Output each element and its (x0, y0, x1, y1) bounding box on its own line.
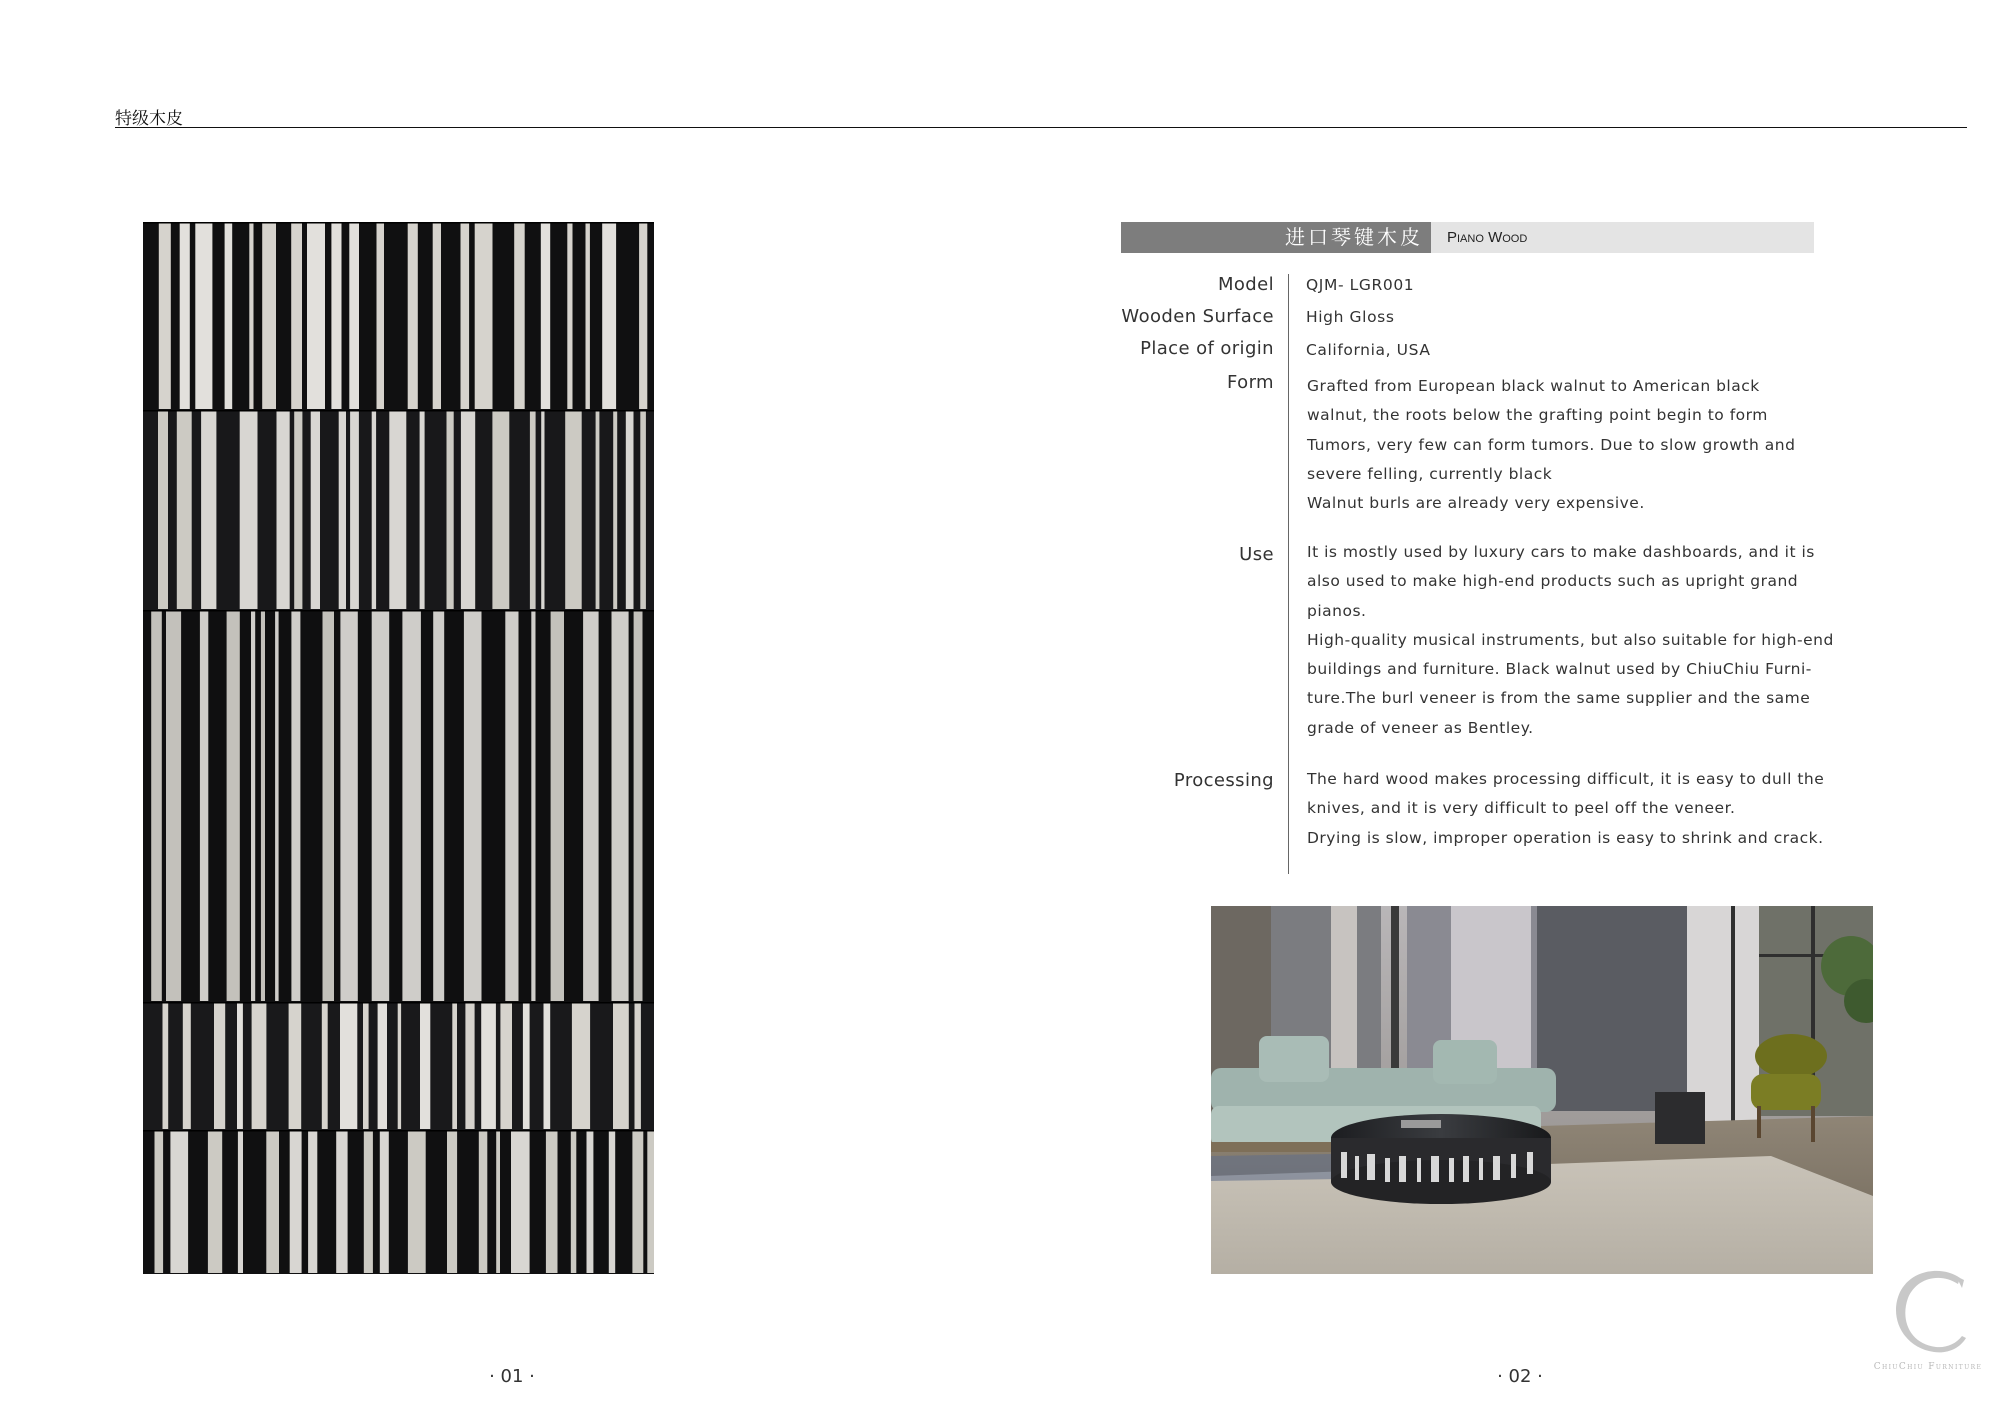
mullion (1731, 906, 1735, 1121)
product-title-cn: 进口琴键木皮 (1121, 222, 1431, 253)
curtain-right (1687, 906, 1759, 1121)
spec-divider (1288, 274, 1289, 874)
use-line: pianos. (1307, 601, 1367, 620)
armchair-leg (1757, 1106, 1761, 1138)
armchair-seat (1751, 1074, 1821, 1110)
form-line: Grafted from European black walnut to American black (1307, 377, 1760, 395)
spec-label-model: Model (1217, 274, 1274, 295)
processing-line: The hard wood makes processing difficult, it is easy to dull the (1307, 770, 1825, 788)
use-line: grade of veneer as Bentley. (1307, 718, 1534, 737)
product-title-en: Piano Wood (1431, 222, 1814, 253)
window-dark (1537, 906, 1687, 1111)
tray (1401, 1120, 1441, 1128)
spec-value-surface: High Gloss (1306, 308, 1395, 326)
page-number-left: · 01 · (489, 1366, 535, 1387)
spec-label-form: Form (1227, 372, 1274, 393)
spec-value-use (1307, 538, 1834, 743)
spec-label-use: Use (1239, 544, 1274, 565)
coffee-table-bottom (1331, 1160, 1551, 1204)
spec-value-model: QJM- LGR001 (1306, 276, 1415, 294)
form-line: Walnut burls are already very expensive. (1307, 494, 1645, 513)
spec-value-processing (1307, 765, 1827, 853)
use-line: buildings and furniture. Black walnut used by ChiuChiu Furni- (1307, 660, 1812, 679)
brand-name: ChiuChiu Furniture (1873, 1362, 1983, 1372)
armchair-back (1755, 1034, 1827, 1078)
interior-photo (1211, 906, 1873, 1274)
processing-line: Drying is slow, improper operation is easy to shrink and crack. (1307, 828, 1824, 847)
header-title: 特级木皮 (115, 109, 183, 129)
cushion (1259, 1036, 1329, 1082)
product-title-bar (1121, 222, 1814, 253)
use-line: It is mostly used by luxury cars to make dashboards, and it is (1307, 543, 1815, 561)
processing-line: knives, and it is very difficult to peel off the veneer. (1307, 799, 1736, 818)
spec-label-origin: Place of origin (1140, 338, 1274, 359)
header-rule (115, 127, 1967, 128)
form-line: Tumors, very few can form tumors. Due to slow growth and (1307, 435, 1796, 454)
form-line: walnut, the roots below the grafting point begin to form (1307, 406, 1768, 425)
form-line: severe felling, currently black (1307, 464, 1553, 483)
armchair-leg (1811, 1106, 1815, 1142)
spec-label-processing: Processing (1173, 770, 1274, 791)
spec-value-origin: California, USA (1306, 341, 1431, 359)
side-table (1655, 1092, 1705, 1144)
use-line: ture.The burl veneer is from the same supplier and the same (1307, 689, 1811, 708)
spec-value-form (1307, 372, 1827, 518)
use-line: High-quality musical instruments, but also suitable for high-end (1307, 630, 1834, 649)
page-number-right: · 02 · (1497, 1366, 1543, 1387)
spec-label-surface: Wooden Surface (1121, 306, 1274, 327)
use-line: also used to make high-end products such as upright grand (1307, 572, 1799, 591)
veneer-sample-image (143, 222, 654, 1274)
cushion (1433, 1040, 1497, 1084)
